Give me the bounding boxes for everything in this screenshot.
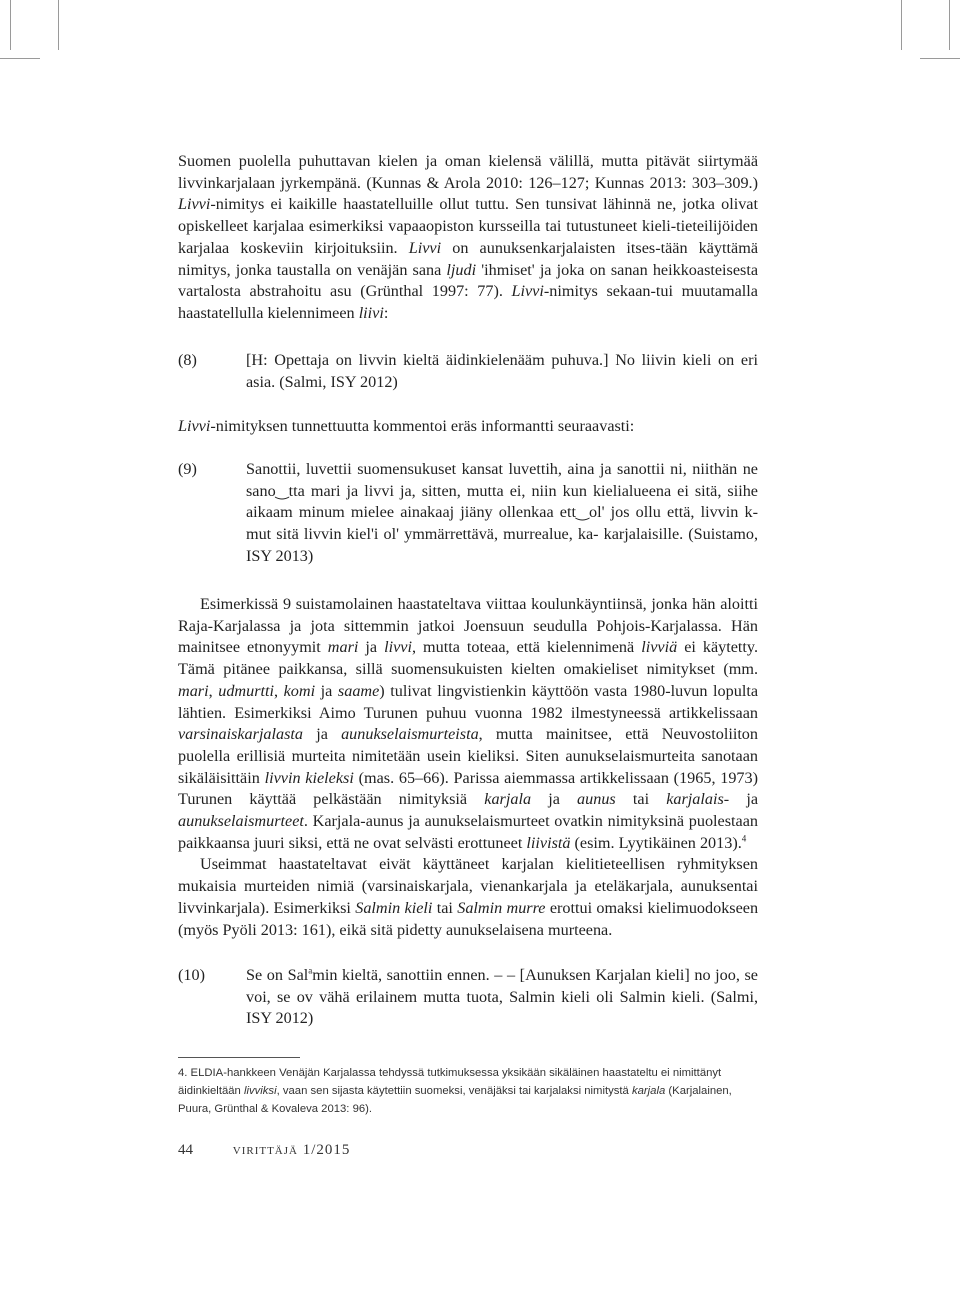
paragraph-2 <box>178 416 758 438</box>
term: livvi <box>384 638 412 657</box>
text: tieteilijöiden karjalaa koskeviin kirjoituksiin. <box>178 217 758 257</box>
term: Livvi <box>511 282 544 301</box>
crop-mark <box>901 0 902 50</box>
text: . Karjala-aunus ja aunukselaismurteet ovatkin nimityksinä puolestaan paikkaansa juuri siksi, että ne ovat selvästi erottuneet <box>178 812 758 852</box>
text: ja <box>365 638 378 657</box>
term: karjalais- <box>666 790 730 809</box>
text: ja <box>316 725 328 744</box>
text: tai <box>632 790 650 809</box>
text: olivat opiskelleet karjalaa esimerkiksi vapaaopiston kursseilla tai tutustuneet kieli- <box>178 195 758 236</box>
term: aunukselaismurteista <box>341 725 479 744</box>
page-footer <box>178 1142 350 1159</box>
superscript: a <box>308 965 313 976</box>
text: , vaan sen sijasta käytettiin suomeksi, venäjäksi tai karjalaksi nimitystä <box>276 1085 629 1097</box>
text: Esimerkissä 9 suistamolainen haastateltava viittaa koulunkäyntiinsä, jonka hän aloitti Raja-Karjalassa ja jota sittemmin jatkoi Joensuun seudulla Pohjois-Karjalassa. Hän mainitsee etnonyymit <box>178 595 758 657</box>
term: ljudi <box>446 260 477 279</box>
term: Livvi <box>178 417 211 435</box>
text: ei käytetty. Tämä pitänee paikkansa, sillä suomensukuisten kielten omakieliset nimitykset (mm. <box>178 638 759 679</box>
text: (mas. 65–66). Parissa aiemmassa artikkelissaan (1965, 1973) Turunen käyttää pelkästään nimityksiä <box>178 768 759 809</box>
term: udmurtti <box>218 681 274 700</box>
example-10 <box>178 965 758 1030</box>
text: 4. ELDIA-hankkeen Venäjän Karjalassa tehdyssä tutkimuksessa yksikään sikäläinen haastateltu ei nimittänyt äidinkieltään <box>178 1067 722 1097</box>
text: min kieltä, sanottiin ennen. – – [Aunuksen Karjalan kieli] no joo, se voi, se ov vähä erilainem mutta tuota, Salmin kieli oli Salmin kieli. (Salmi, ISY 2012) <box>246 966 758 1028</box>
term: livviä <box>641 638 678 657</box>
text: Se on Sal <box>246 966 309 984</box>
crop-mark <box>10 0 11 50</box>
crop-mark <box>58 0 59 50</box>
crop-mark <box>920 58 960 59</box>
text: : <box>383 303 389 322</box>
text: (Karjalainen, Puura, Grünthal & Kovaleva 2013: 96). <box>178 1085 732 1115</box>
term: Salmin murre <box>457 898 546 917</box>
example-number: (9) <box>178 460 197 478</box>
text: Suomen puolella puhuttavan kielen ja oman kielensä välillä, mutta pitävät siirtymää <box>178 152 758 170</box>
term: aunukselaismurteet <box>178 812 304 831</box>
text: -nimitys sekaan- <box>543 282 656 301</box>
footnote-divider <box>178 1057 300 1058</box>
text: ja <box>746 790 759 809</box>
text: (esim. Lyytikäinen 2013). <box>574 833 742 852</box>
text: ja <box>548 790 560 809</box>
footnote-reference: 4 <box>741 833 747 844</box>
example-9 <box>178 459 758 568</box>
text: tui muutamalla haastatellulla kielennimeen <box>178 282 758 322</box>
example-number: (8) <box>178 351 197 369</box>
text: tai <box>436 898 453 917</box>
term: Salmin kieli <box>355 898 433 917</box>
term: livvin kieleksi <box>264 768 354 787</box>
text: erottui omaksi kielimuodokseen (myös Pyöli 2013: 161), eikä sitä pidetty aunukselaisena murteena. <box>178 898 759 939</box>
term: Livvi <box>408 238 442 257</box>
term: varsinaiskarjalasta <box>178 725 304 744</box>
term: liivistä <box>526 833 571 852</box>
term: liivi <box>358 303 384 322</box>
text: 'ihmiset' ja joka on sanan <box>481 260 648 279</box>
term: livviksi <box>243 1085 277 1097</box>
text: -nimitys ei kaikille haastatelluille ollut tuttu. Sen tunsivat lähinnä ne, jotka <box>210 195 715 214</box>
example-number: (10) <box>178 966 205 984</box>
text: on aunuksenkarjalaisten itses- <box>452 238 661 257</box>
text: tään käyttämä nimitys, jonka taustalla on venäjän sana <box>178 238 759 279</box>
term: karjala <box>631 1085 666 1097</box>
term: karjala <box>484 790 532 809</box>
term: aunus <box>577 790 616 809</box>
term: mari <box>178 681 209 700</box>
text: , <box>208 681 213 700</box>
text: ) tulivat lingvistienkin käyttöön vasta 1980-luvun lopulta lähtien. Esimerkiksi Aimo Turunen puhuu vuonna 1982 ilmestyneessä artikkelissaan <box>178 681 759 722</box>
paragraph-1 <box>178 151 758 325</box>
journal-name: virittäjä 1/2015 <box>232 1142 351 1158</box>
term: mari <box>327 638 359 657</box>
crop-mark <box>949 0 950 50</box>
text: , <box>273 681 279 700</box>
paragraph-3 <box>178 594 758 941</box>
text: , mutta mainitsee, että Neuvostoliiton puolella erillisiä murteita nimitetään usein kieliksi. Siten aunukselaismurteita sanotaan sikäläisittäin <box>178 725 758 787</box>
example-text <box>246 965 758 1030</box>
text: Useimmat haastateltavat eivät käyttäneet karjalan kielitieteellisen ryhmityksen mukaisia murteiden nimiä (varsinaiskarjala, vienankarjala ja eteläkarjala, aunuksentai livvinkarjala). Esimerkiksi <box>178 855 758 917</box>
footnote <box>178 1064 758 1118</box>
text: , mutta toteaa, että kielennimenä <box>411 638 635 657</box>
text: livvinkarjalaan jyrkempänä. (Kunnas & Arola 2010: 126–127; Kunnas 2013: 303–309.) <box>178 173 758 192</box>
term: komi <box>283 681 316 700</box>
term: saame <box>337 681 380 700</box>
page-number: 44 <box>178 1142 193 1158</box>
text: ja <box>320 681 333 700</box>
text: -nimityksen tunnettuutta kommentoi eräs informantti seuraavasti: <box>210 417 635 435</box>
example-8 <box>178 350 758 393</box>
example-text: Sanottii, luvettii suomensukuset kansat luvettih, aina ja sanottii ni, niithän ne sano‿tta mari ja livvi ja, sitten, mutta ei, niin kun kielialueena ei sitä, siihe aikaam minum mielee ainakaaj jiäny ollenkaa ett‿ol' jos ollu että, livvin k- mut sitä livvin kiel'i ol' ymmärrettävä, murrealue, ka- karjalaisille. (Suistamo, ISY 2013) <box>246 460 758 565</box>
example-text: [H: Opettaja on livvin kieltä äidinkielenääm puhuva.] No liivin kieli on eri asia. (Salmi, ISY 2012) <box>246 351 758 391</box>
crop-mark <box>0 58 40 59</box>
term: Livvi <box>178 195 211 214</box>
text: heikkoasteisesta vartalosta abstrahoitu asu (Grünthal 1997: 77). <box>178 260 759 301</box>
